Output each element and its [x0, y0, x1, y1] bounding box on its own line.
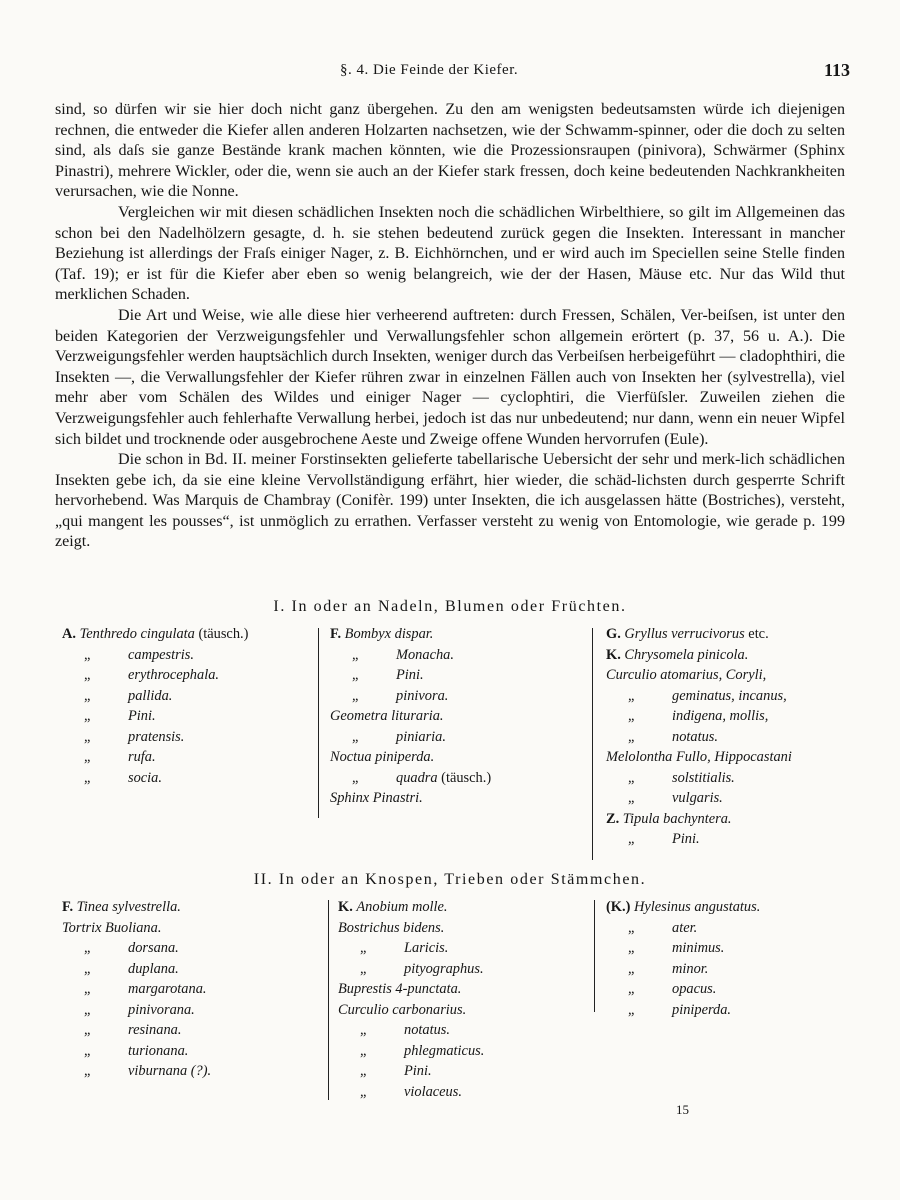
species-column-b: [330, 624, 491, 809]
ditto-mark: „: [352, 769, 359, 786]
species-entry: [606, 979, 760, 1000]
ditto-mark: „: [628, 687, 635, 704]
species-entry: [338, 918, 484, 939]
species-name: phlegmaticus.: [404, 1042, 485, 1059]
species-name: margarotana.: [128, 981, 207, 997]
species-name: pratensis.: [128, 728, 185, 745]
species-name: Chrysomela pinicola.: [624, 646, 749, 663]
ditto-mark: „: [628, 981, 635, 997]
ditto-mark: „: [84, 1001, 91, 1018]
species-entry: [330, 768, 491, 789]
column-divider: [318, 628, 319, 818]
species-entry: [330, 686, 491, 707]
ditto-mark: „: [352, 646, 359, 663]
species-entry: [606, 938, 760, 959]
species-entry: [338, 959, 484, 980]
species-name: Pini.: [672, 831, 700, 847]
species-name: rufa.: [128, 749, 156, 765]
species-entry: [62, 624, 248, 645]
species-name: Pini.: [404, 1063, 432, 1079]
ditto-mark: „: [360, 1042, 367, 1059]
species-name: pinivorana.: [128, 1001, 195, 1018]
species-name: Tinea sylvestrella.: [76, 899, 181, 915]
species-name: Hylesinus angustatus.: [633, 899, 761, 915]
species-name: ater.: [672, 919, 698, 936]
species-entry: [338, 1041, 484, 1062]
ditto-mark: „: [84, 940, 91, 956]
species-name: opacus.: [672, 981, 717, 997]
ditto-mark: „: [360, 1063, 367, 1079]
species-name: Pini.: [128, 708, 156, 724]
species-entry: [606, 747, 792, 768]
species-name: turionana.: [128, 1042, 189, 1059]
species-name: dorsana.: [128, 940, 179, 956]
family-label: G.: [606, 626, 625, 642]
species-name: piniperda.: [672, 1001, 732, 1018]
ditto-mark: „: [84, 981, 91, 997]
species-name: viburnana (?).: [128, 1063, 212, 1079]
species-name: Noctua piniperda.: [330, 749, 435, 765]
ditto-mark: „: [352, 728, 359, 745]
species-entry: [330, 665, 491, 686]
species-column-a: [62, 897, 211, 1082]
paragraph: Vergleichen wir mit diesen schädlichen Insekten noch die schädlichen Wirbelthiere, so gilt im Allgemeinen das schon bei den Nadelhölzern gesagte, d. h. sie stehen bedeutend zurück gegen die Insekten. Interessant in mancher Beziehung ist allerdings der Fraſs einiger Nager, z. B. Eichhörnchen, und er wird auch im Speciellen seine Stelle finden (Taf. 19); er ist für die Kiefer aber eben so wenig belangreich, wie der der Hasen, Mäuse etc. Nur das Wild thut merklichen Schaden.: [55, 203, 845, 304]
species-entry: [62, 645, 248, 666]
species-name: geminatus, incanus,: [672, 687, 787, 704]
ditto-mark: „: [84, 769, 91, 786]
page-number: 113: [823, 60, 850, 80]
species-entry: [338, 1000, 484, 1021]
species-entry: [330, 645, 491, 666]
species-name: notatus.: [404, 1022, 450, 1038]
species-name: resinana.: [128, 1022, 182, 1038]
species-entry: [62, 665, 248, 686]
species-name: minor.: [672, 960, 709, 977]
ditto-mark: „: [84, 646, 91, 663]
species-column-b: [338, 897, 484, 1102]
species-name: Monacha.: [396, 646, 454, 663]
species-name: indigena, mollis,: [672, 708, 769, 724]
ditto-mark: „: [84, 1022, 91, 1038]
family-label: K.: [606, 646, 625, 663]
species-name: Geometra lituraria.: [330, 708, 444, 724]
species-name: campestris.: [128, 646, 194, 663]
family-label: (K.): [606, 899, 634, 915]
family-label: K.: [338, 899, 357, 915]
ditto-mark: „: [84, 687, 91, 704]
species-name: piniaria.: [396, 728, 446, 745]
column-divider: [594, 900, 595, 1012]
species-name: duplana.: [128, 960, 179, 977]
species-entry: [330, 624, 491, 645]
species-entry: [62, 706, 248, 727]
species-entry: [606, 918, 760, 939]
ditto-mark: „: [628, 960, 635, 977]
species-name: vulgaris.: [672, 790, 723, 806]
body-text: [55, 100, 845, 553]
column-divider: [328, 900, 329, 1100]
species-entry: [330, 706, 491, 727]
species-entry: [62, 959, 211, 980]
species-name: Melolontha Fullo, Hippocastani: [606, 749, 792, 765]
paragraph: sind, so dürfen wir sie hier doch nicht ganz übergehen. Zu den am wenigsten bedeutsamsten würde ich diejenigen rechnen, die entweder die Kiefer allen anderen Holzarten nachsetzen, wie der Schwamm-spinner, oder die doch zu selten sind, als daſs sie ganze Bestände krank machen könnten, wie die Prozessionsraupen (pinivora), Schwärmer (Sphinx Pinastri), mehrere Wickler, oder die, wenn sie auch an der Kiefer stark fressen, doch keine bedeutenden Nachkrankheiten verursachen, wie die Nonne.: [55, 101, 845, 201]
ditto-mark: „: [352, 687, 359, 704]
species-entry: [330, 747, 491, 768]
species-name: Tenthredo cingulata: [79, 626, 195, 642]
species-name: Tortrix Buoliana.: [62, 919, 162, 936]
species-name: Sphinx Pinastri.: [330, 790, 423, 806]
species-note: (täusch.): [194, 626, 249, 642]
species-entry: [62, 1041, 211, 1062]
species-name: quadra: [396, 769, 438, 786]
ditto-mark: „: [628, 919, 635, 936]
species-name: notatus.: [672, 728, 718, 745]
species-name: minimus.: [672, 940, 725, 956]
ditto-mark: „: [628, 769, 635, 786]
species-entry: [606, 829, 792, 850]
species-name: violaceus.: [404, 1083, 462, 1100]
species-entry: [606, 788, 792, 809]
column-divider: [592, 628, 593, 860]
species-entry: [606, 727, 792, 748]
species-entry: [330, 788, 491, 809]
species-column-a: [62, 624, 248, 788]
ditto-mark: „: [628, 728, 635, 745]
paragraph: Die Art und Weise, wie alle diese hier verheerend auftreten: durch Fressen, Schälen, Ver-beiſsen, ist unter den beiden Kategorien der Verzweigungsfehler und Verwallungsfehler schon allgemein erörtert (p. 37, 56 u. A.). Die Verzweigungsfehler werden hauptsächlich durch Insekten, weniger durch das Verbeiſsen herbeigeführt — cladophthiri, die Insekten —, die Verwallungsfehler der Kiefer rühren zwar in einzelnen Fällen auch von Insekten her (sylvestrella), viel mehr aber vom Schälen des Wildes und einiger Nager — cyclophtiri, die Vierfüſsler. Zuweilen ziehen die Verzweigungsfehler auch fehlerhafte Verwallung herbei, jedoch ist das nur unbedeutend; nur dann, wenn ein neuer Wipfel sich bildet und trocknende oder ausgebrochene Aeste und Zweige offene Wunden hervorrufen (Eule).: [55, 306, 845, 448]
species-entry: [338, 1061, 484, 1082]
section-heading-buds: II. In oder an Knospen, Trieben oder Stämmchen.: [253, 871, 647, 888]
section-heading-needles: I. In oder an Nadeln, Blumen oder Früchten.: [273, 598, 627, 615]
ditto-mark: „: [628, 940, 635, 956]
species-entry: [338, 1020, 484, 1041]
species-entry: [338, 938, 484, 959]
ditto-mark: „: [84, 749, 91, 765]
species-name: pinivora.: [396, 687, 449, 704]
species-entry: [606, 959, 760, 980]
ditto-mark: „: [360, 960, 367, 977]
species-entry: [606, 645, 792, 666]
species-entry: [606, 624, 792, 645]
species-name: erythrocephala.: [128, 667, 219, 683]
species-entry: [606, 809, 792, 830]
species-name: Pini.: [396, 667, 424, 683]
page-header: [0, 62, 900, 86]
species-name: pallida.: [128, 687, 173, 704]
family-label: F.: [330, 626, 345, 642]
ditto-mark: „: [84, 728, 91, 745]
species-entry: [62, 768, 248, 789]
ditto-mark: „: [84, 1063, 91, 1079]
species-entry: [606, 1000, 760, 1021]
species-column-c: [606, 624, 792, 850]
ditto-mark: „: [352, 667, 359, 683]
species-entry: [606, 686, 792, 707]
species-entry: [330, 727, 491, 748]
species-name: Laricis.: [404, 940, 449, 956]
species-entry: [62, 727, 248, 748]
species-name: Bombyx dispar.: [344, 626, 434, 642]
ditto-mark: „: [84, 960, 91, 977]
ditto-mark: „: [84, 667, 91, 683]
species-column-c: [606, 897, 760, 1020]
species-entry: [338, 897, 484, 918]
ditto-mark: „: [360, 1022, 367, 1038]
species-name: pityographus.: [404, 960, 484, 977]
ditto-mark: „: [628, 1001, 635, 1018]
species-entry: [62, 1020, 211, 1041]
species-name: Gryllus verrucivorus: [624, 626, 745, 642]
species-entry: [62, 747, 248, 768]
ditto-mark: „: [628, 708, 635, 724]
species-entry: [62, 938, 211, 959]
ditto-mark: „: [360, 1083, 367, 1100]
species-entry: [606, 706, 792, 727]
species-entry: [62, 686, 248, 707]
running-head: §. 4. Die Feinde der Kiefer.: [340, 62, 519, 78]
ditto-mark: „: [84, 708, 91, 724]
species-name: Buprestis 4-punctata.: [338, 981, 462, 997]
species-entry: [606, 665, 792, 686]
species-name: Bostrichus bidens.: [338, 919, 445, 936]
species-name: Anobium molle.: [356, 899, 448, 915]
family-label: A.: [62, 626, 80, 642]
ditto-mark: „: [360, 940, 367, 956]
species-entry: [62, 979, 211, 1000]
family-label: Z.: [606, 810, 623, 827]
species-entry: [338, 1082, 484, 1103]
ditto-mark: „: [628, 831, 635, 847]
species-entry: [62, 1061, 211, 1082]
species-name: solstitialis.: [672, 769, 735, 786]
paragraph: Die schon in Bd. II. meiner Forstinsekten gelieferte tabellarische Uebersicht der sehr und merk-lich schädlichen Insekten gebe ich, da sie eine kleine Vervollständigung erfährt, hier wieder, die schäd-lichsten durch gesperrte Schrift hervorhebend. Was Marquis de Chambray (Conifèr. 199) unter Insekten, die ich ausgelassen hätte (Bostriches), versteht, „qui mangent les pousses“, ist unmöglich zu errathen. Verfasser versteht zu wenig von Entomologie, wie gerade p. 199 zeigt.: [55, 451, 845, 551]
species-entry: [62, 897, 211, 918]
species-entry: [338, 979, 484, 1000]
species-name: socia.: [128, 769, 162, 786]
species-name: Tipula bachyntera.: [622, 810, 732, 827]
species-note: etc.: [744, 626, 769, 642]
species-entry: [606, 768, 792, 789]
species-name: Curculio atomarius, Coryli,: [606, 667, 767, 683]
species-entry: [62, 1000, 211, 1021]
family-label: F.: [62, 899, 77, 915]
species-note: (täusch.): [437, 769, 492, 786]
species-entry: [606, 897, 760, 918]
species-name: Curculio carbonarius.: [338, 1001, 467, 1018]
ditto-mark: „: [628, 790, 635, 806]
ditto-mark: „: [84, 1042, 91, 1059]
species-entry: [62, 918, 211, 939]
signature-mark: 15: [676, 1102, 689, 1117]
